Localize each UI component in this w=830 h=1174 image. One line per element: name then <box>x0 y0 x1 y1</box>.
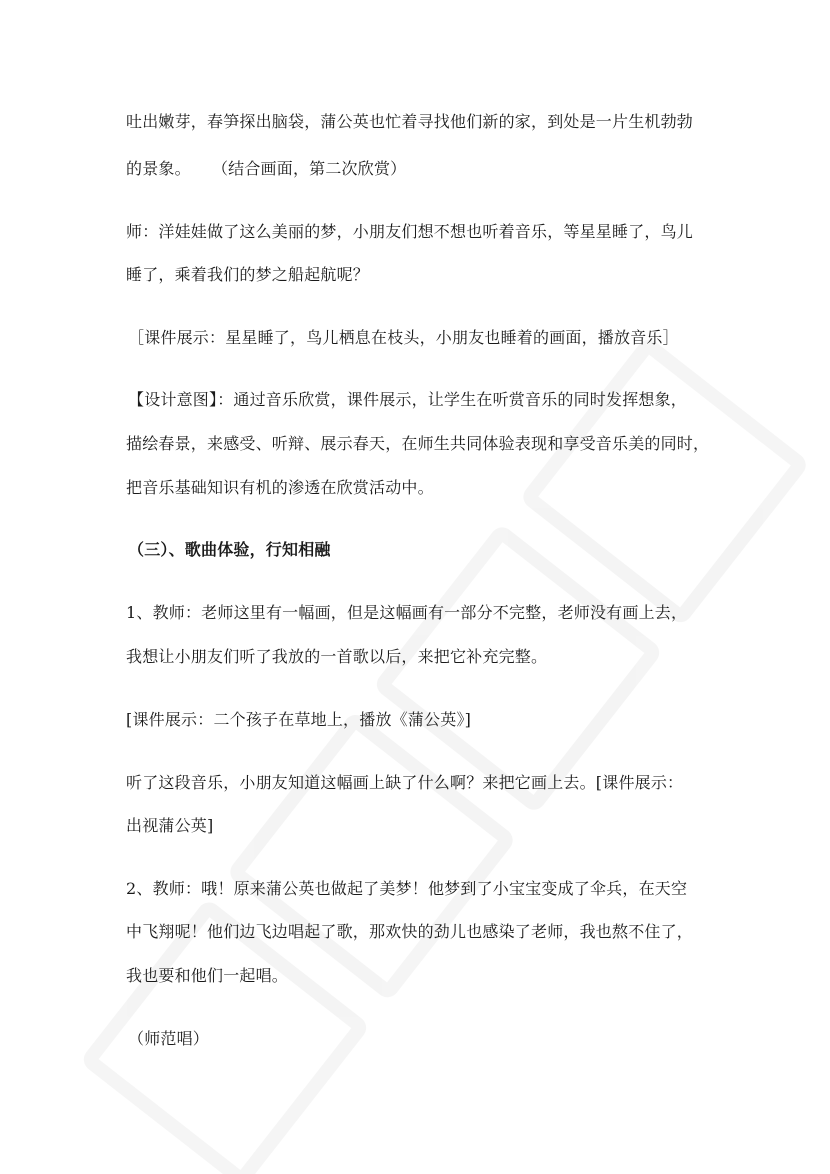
design-intent-line: 【设计意图】：通过音乐欣赏，课件展示，让学生在听赏音乐的同时发挥想象， <box>128 390 688 409</box>
body-line: 描绘春景，来感受、听辩、展示春天，在师生共同体验表现和享受音乐美的同时， <box>126 434 710 453</box>
body-line: 中飞翔呢！他们边飞边唱起了歌，那欢快的劲儿也感染了老师，我也熬不住了， <box>126 922 694 941</box>
body-line: 出视蒲公英] <box>126 816 214 835</box>
body-line: 睡了，乘着我们的梦之船起航呢？ <box>126 265 370 284</box>
body-line: 师：洋娃娃做了这么美丽的梦，小朋友们想不想也听着音乐，等星星睡了，鸟儿 <box>126 222 694 241</box>
body-line: 我也要和他们一起唱。 <box>126 966 289 985</box>
body-line: ［课件展示：星星睡了，鸟儿栖息在枝头，小朋友也睡着的画面，播放音乐］ <box>128 328 679 347</box>
body-line: 把音乐基础知识有机的渗透在欣赏活动中。 <box>126 478 434 497</box>
body-line: 1、教师：老师这里有一幅画，但是这幅画有一部分不完整，老师没有画上去， <box>126 603 688 622</box>
section-heading: （三）、歌曲体验，行知相融 <box>128 540 331 559</box>
body-line: 2、教师：哦！原来蒲公英也做起了美梦！他梦到了小宝宝变成了伞兵，在天空 <box>126 879 688 898</box>
body-line: [课件展示：二个孩子在草地上，播放《蒲公英》] <box>126 710 472 729</box>
body-line: 的景象。 （结合画面，第二次欣赏） <box>126 159 407 178</box>
body-line: 我想让小朋友们听了我放的一首歌以后，来把它补充完整。 <box>126 647 548 666</box>
body-line: （师范唱） <box>128 1029 210 1048</box>
body-line: 听了这段音乐，小朋友知道这幅画上缺了什么啊？来把它画上去。[课件展示： <box>126 773 684 792</box>
body-line: 吐出嫩芽，春笋探出脑袋，蒲公英也忙着寻找他们新的家，到处是一片生机勃勃 <box>126 112 694 131</box>
